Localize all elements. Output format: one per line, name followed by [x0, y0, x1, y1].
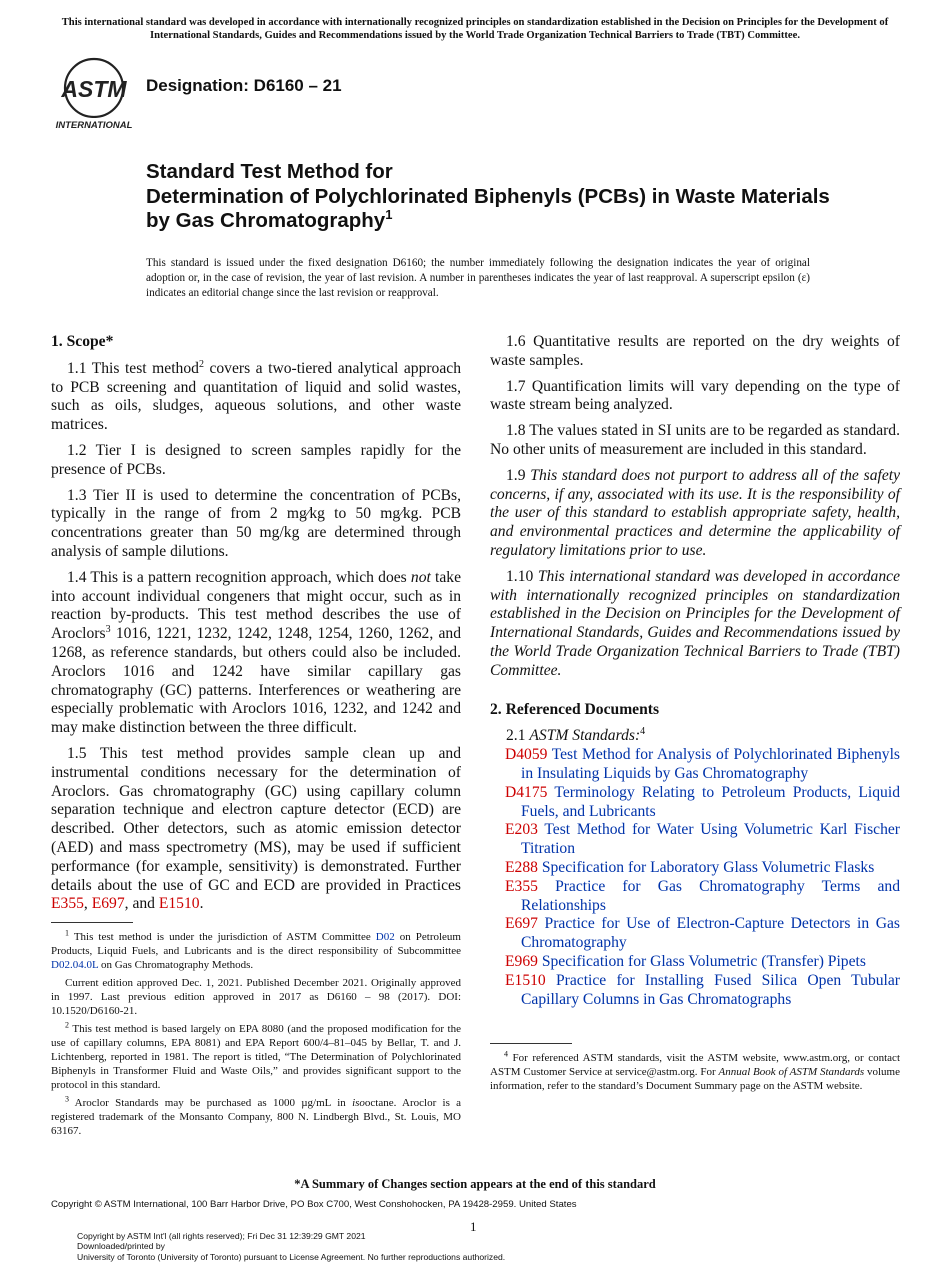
para-1-7: 1.7 Quantification limits will vary depending on the type of waste stream being analyzed.: [490, 377, 900, 414]
footnote-rule-right: [490, 1043, 572, 1044]
para-1-3: 1.3 Tier II is used to determine the concentration of PCBs, typically in the range of from 2 mg⁄kg to 50 mg⁄kg. PCB concentrations greater than 50 mg/kg are determined through analysis of sample dilutions.: [51, 486, 461, 560]
footnote-1-edition: Current edition approved Dec. 1, 2021. Published December 2021. Originally approved in 1997. Last previous edition approved in 2017 as D6160 – 98 (2017). DOI: 10.1520/D6160-21.: [51, 977, 461, 1018]
reference-code[interactable]: D4175: [505, 783, 548, 801]
document-title: [146, 160, 846, 234]
para-1-10: 1.10 This international standard was developed in accordance with internationally recognized principles on standardization established in the Decision on Principles for the Development of International Standards, Guides and Recommendations issued by the World Trade Organization Technical Barriers to Trade (TBT) Committee.: [490, 567, 900, 679]
reference-title[interactable]: Specification for Laboratory Glass Volumetric Flasks: [541, 858, 875, 876]
issued-note: This standard is issued under the fixed designation D6160; the number immediately following the designation indicates the year of original adoption or, in the case of revision, the year of last revision. A number in parentheses indicates the year of last reapproval. A superscript epsilon (ε) indicates an editorial change since the last revision or reapproval.: [146, 257, 810, 299]
reference-code[interactable]: E288: [505, 858, 538, 876]
para-1-1: 1.1 This test method$^2$ covers a two-tiered analytical approach to PCB screening and quantitation of liquid and solid wastes, such as oils, sludges, aqueous solutions, and other waste matrices.: [51, 358, 461, 434]
reference-code[interactable]: E355: [505, 877, 538, 895]
title-main: Determination of Polychlorinated Biphenyls (PCBs) in Waste Materials by Gas Chromatography$^1$: [146, 184, 830, 232]
para-1-2: 1.2 Tier I is designed to screen samples rapidly for the presence of PCBs.: [51, 441, 461, 478]
reference-item[interactable]: [490, 784, 900, 822]
ref-link-e355[interactable]: E355: [51, 895, 84, 913]
reference-title[interactable]: Specification for Glass Volumetric (Transfer) Pipets: [541, 952, 866, 970]
footnote-4: $^4$ For referenced ASTM standards, visit the ASTM website, www.astm.org, or contact ASTM Customer Service at service@astm.org. For Annual Book of ASTM Standards volume information, refer to the standard’s Document Summary page on the ASTM website.: [490, 1049, 900, 1093]
title-footnote-mark: 1: [385, 207, 393, 223]
reference-item[interactable]: [490, 953, 900, 972]
scope-heading: 1. Scope*: [51, 333, 114, 350]
para-1-4: 1.4 This is a pattern recognition approach, which does not take into account individual congeners that might occur, such as in reaction by-products. This test method describes the use of Aroclors$^3$ 1016, 1221, 1232, 1242, 1248, 1254, 1260, 1262, and 1268, as reference standards, but others could also be included. Aroclors 1016 and 1242 have similar capillary gas chromatography (GC) patterns. Interferences or weathering are especially problematic with Aroclors 1016, 1232, and 1242 and may make distinction between the three difficult.: [51, 568, 461, 737]
logo-international: INTERNATIONAL: [55, 120, 133, 131]
reference-title[interactable]: Practice for Use of Electron-Capture Detectors in Gas Chromatography: [521, 915, 900, 952]
astm-logo: [54, 56, 134, 132]
reference-code[interactable]: E1510: [505, 971, 546, 989]
title-line1: Standard Test Method for: [146, 160, 393, 183]
page-number: 1: [470, 1219, 477, 1234]
reference-item[interactable]: [490, 859, 900, 878]
designation: Designation: D6160 – 21: [146, 76, 342, 95]
right-column: [490, 333, 900, 1097]
reference-code[interactable]: E697: [505, 915, 538, 933]
reference-title[interactable]: Practice for Gas Chromatography Terms and Relationships: [521, 877, 900, 914]
reference-item[interactable]: [490, 972, 900, 1010]
footnote-1: $^1$ This test method is under the jurisdiction of ASTM Committee D02 on Petroleum Products, Liquid Fuels, and Lubricants and is the direct responsibility of Subcommittee D02.04.0L on Gas Chromatography Methods.: [51, 928, 461, 972]
reference-title[interactable]: Terminology Relating to Petroleum Products, Liquid Fuels, and Lubricants: [521, 783, 900, 820]
download-line-1: Copyright by ASTM Int'l (all rights reserved); Fri Dec 31 12:39:29 GMT 2021: [77, 1231, 366, 1241]
footnote-2: $^2$ This test method is based largely on EPA 8080 (and the proposed modification for the use of capillary columns, EPA 8081) and EPA Report 600/4–81–045 by Bellar, T. and J. Lichtenberg, reported in 1981. The report is titled, “The Determination of Polychlorinated Biphenyls in Transformer Fluid and Waste Oils,” and provides significant support to the protocol in this standard.: [51, 1020, 461, 1092]
refdocs-heading: 2. Referenced Documents: [490, 700, 660, 718]
ref-link-e697[interactable]: E697: [91, 895, 125, 913]
reference-code[interactable]: E969: [505, 952, 538, 970]
download-notice: [77, 1231, 505, 1262]
footnote-3: $^3$ Aroclor Standards may be purchased as 1000 µg/mL in isooctane. Aroclor is a registered trademark of the Monsanto Company, 800 N. Lindbergh Blvd., St. Louis, MO 63167.: [51, 1094, 461, 1138]
subcommittee-link[interactable]: D02.04.0L: [51, 959, 99, 972]
reference-code[interactable]: E203: [505, 821, 538, 839]
astm-standards-label: 2.1 ASTM Standards:$^4$: [506, 726, 646, 745]
reference-item[interactable]: [490, 915, 900, 953]
para-1-6: 1.6 Quantitative results are reported on the dry weights of waste samples.: [490, 333, 900, 369]
para-1-8: 1.8 The values stated in SI units are to be regarded as standard. No other units of measurement are included in this standard.: [490, 422, 900, 458]
left-column: [51, 333, 461, 1142]
para-1-5: 1.5 This test method provides sample clean up and instrumental conditions necessary for the determination of Aroclors. Gas chromatography (GC) using capillary column separation technique and electron capture detector (ECD) are described. Other detectors, such as atomic emission detector (AED) and mass spectrometry (MS), may be used if sufficient performance (for example, sensitivity) is demonstrated. Further details about the use of GC and ECD are provided in Practices E355, E697, and E1510.: [51, 744, 461, 913]
summary-of-changes-note: *A Summary of Changes section appears at the end of this standard: [294, 1177, 656, 1191]
reference-code[interactable]: D4059: [505, 746, 548, 764]
ref-link-e1510[interactable]: E1510: [158, 895, 200, 913]
download-line-3: University of Toronto (University of Toronto) pursuant to License Agreement. No further reproductions authorized.: [77, 1251, 506, 1262]
wto-notice: This international standard was developed in accordance with internationally recognized principles on standardization established in the Decision on Principles for the Development of International Standards, Guides and Recommendations issued by the World Trade Organization Technical Barriers to Trade (TBT) Committee.: [61, 17, 889, 41]
reference-title[interactable]: Practice for Installing Fused Silica Open Tubular Capillary Columns in Gas Chromatographs: [521, 971, 900, 1008]
reference-list: [490, 746, 900, 1009]
para-1-9: 1.9 This standard does not purport to address all of the safety concerns, if any, associated with its use. It is the responsibility of the user of this standard to establish appropriate safety, health, and environmental practices and determine the applicability of regulatory limitations prior to use.: [490, 466, 900, 559]
download-line-2: Downloaded/printed by: [77, 1241, 165, 1252]
reference-title[interactable]: Test Method for Water Using Volumetric Karl Fischer Titration: [521, 821, 900, 858]
reference-item[interactable]: [490, 878, 900, 916]
footnote-rule: [51, 922, 133, 923]
committee-link[interactable]: D02: [375, 931, 395, 944]
reference-title[interactable]: Test Method for Analysis of Polychlorinated Biphenyls in Insulating Liquids by Gas Chromatography: [521, 746, 900, 782]
reference-item[interactable]: [490, 746, 900, 784]
footnotes-left: [51, 930, 461, 1138]
logo-letters: ASTM: [61, 76, 127, 102]
reference-item[interactable]: [490, 821, 900, 859]
copyright-line: Copyright © ASTM International, 100 Barr Harbor Drive, PO Box C700, West Conshohocken, PA 19428-2959. United States: [51, 1199, 577, 1210]
footnotes-right: [490, 1051, 900, 1093]
